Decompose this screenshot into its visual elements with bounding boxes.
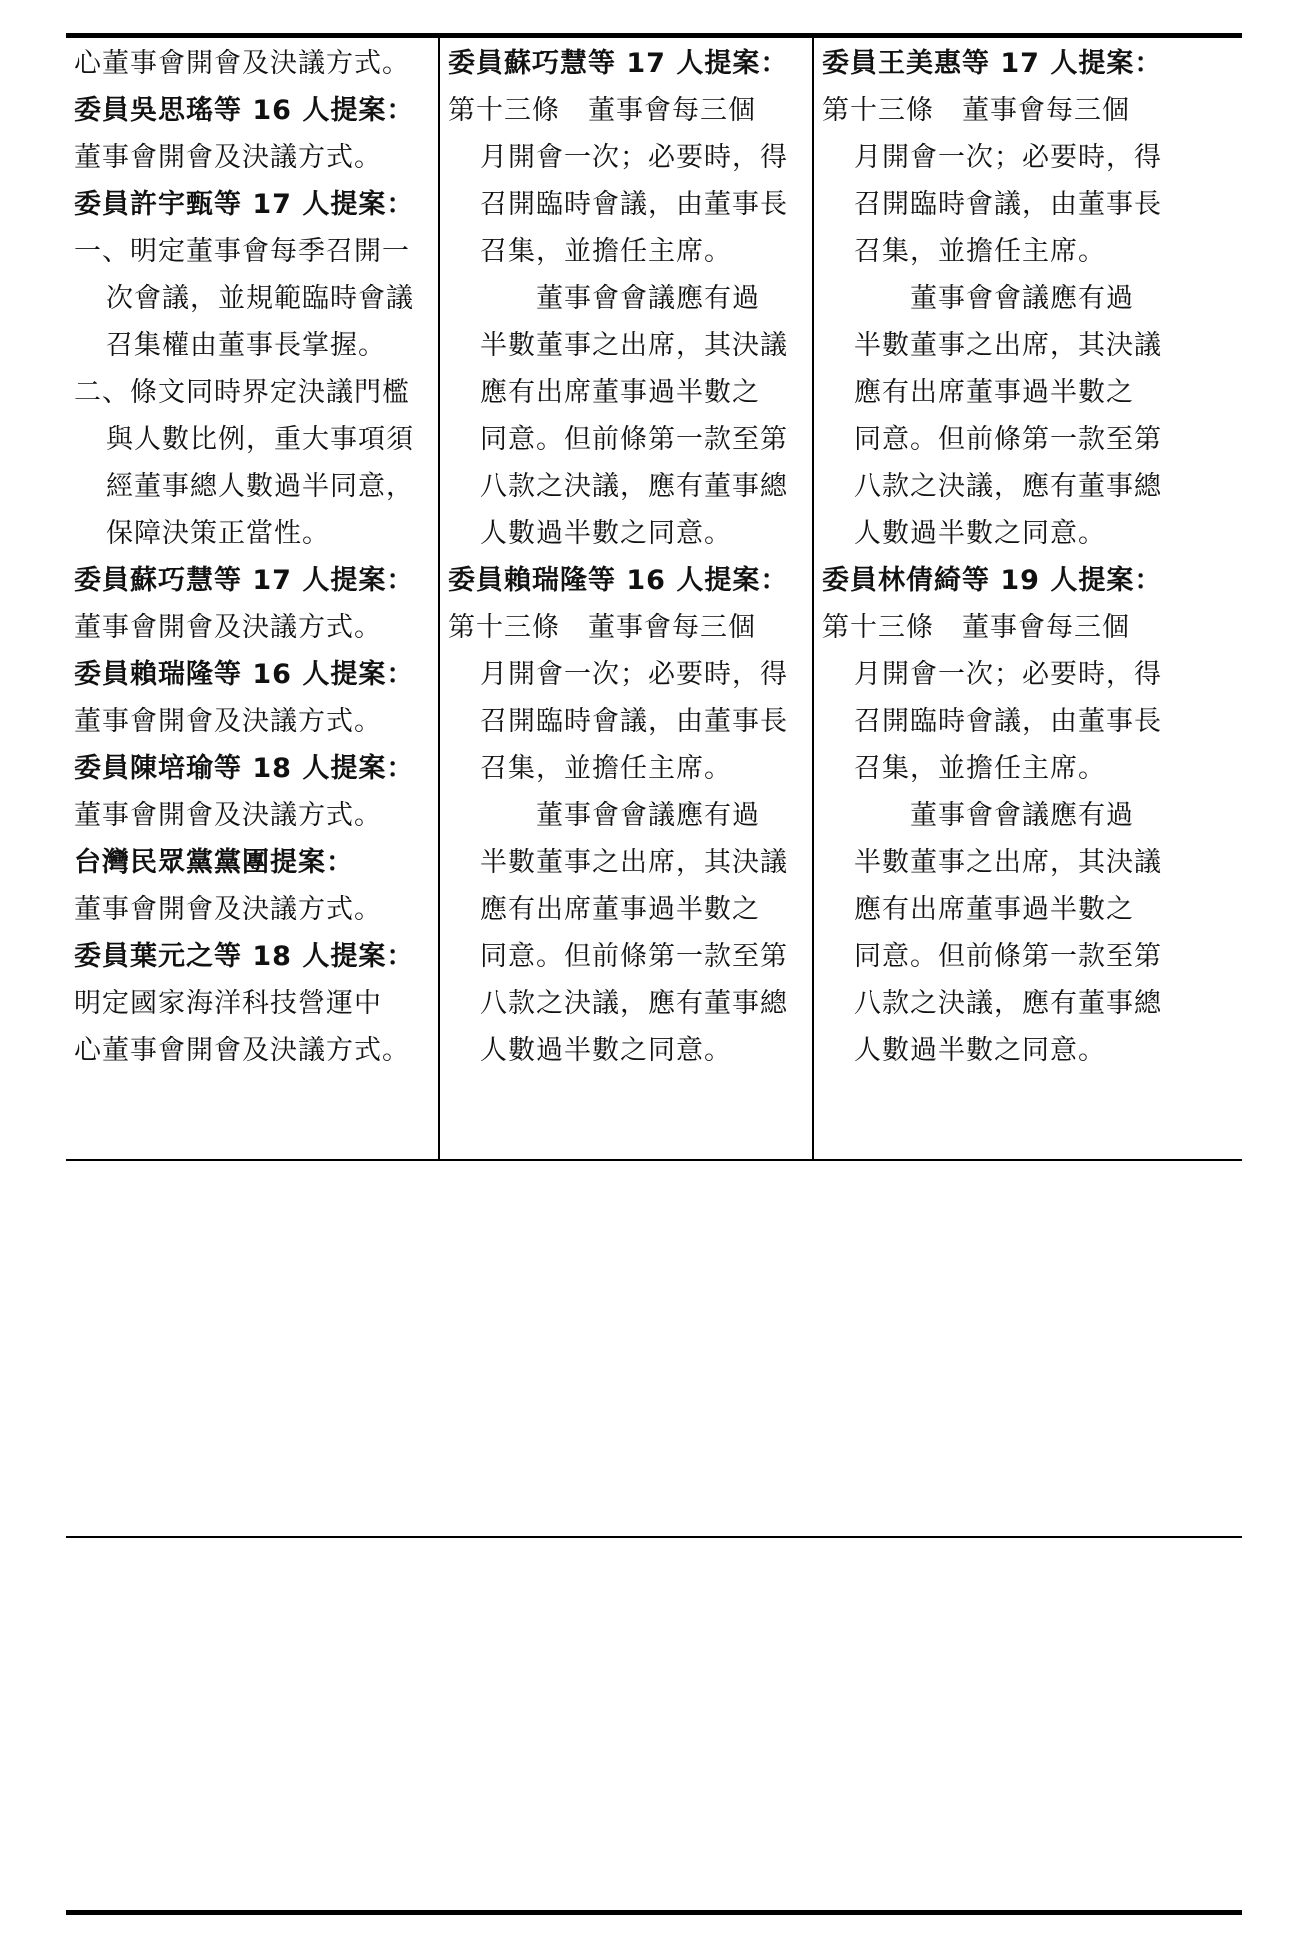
line-text: 人數過半數之同意。 xyxy=(854,1035,1106,1066)
text-line xyxy=(814,369,1186,416)
column-right xyxy=(66,40,438,1158)
line-text: 第十三條 董事會每三個 xyxy=(448,95,756,126)
text-line xyxy=(440,1027,812,1074)
line-text: 委員蘇巧慧等 17 人提案： xyxy=(448,48,789,79)
line-text: 召開臨時會議，由董事長 xyxy=(854,189,1162,220)
line-text: 委員葉元之等 18 人提案： xyxy=(74,941,415,972)
text-line xyxy=(814,886,1186,933)
text-line xyxy=(66,322,438,369)
text-line xyxy=(814,980,1186,1027)
text-line xyxy=(66,228,438,275)
text-line xyxy=(66,40,438,87)
text-line xyxy=(814,604,1186,651)
line-text: 應有出席董事過半數之 xyxy=(854,377,1134,408)
proposal-heading xyxy=(814,40,1186,87)
line-text: 一、明定董事會每季召開一 xyxy=(74,236,410,267)
line-text: 月開會一次；必要時，得 xyxy=(480,659,788,690)
line-text: 召集，並擔任主席。 xyxy=(854,753,1106,784)
line-text: 委員賴瑞隆等 16 人提案： xyxy=(448,565,789,596)
line-text: 第十三條 董事會每三個 xyxy=(822,95,1130,126)
line-text: 心董事會開會及決議方式。 xyxy=(74,1035,410,1066)
line-text: 半數董事之出席，其決議 xyxy=(480,847,788,878)
text-line xyxy=(440,369,812,416)
line-text: 董事會開會及決議方式。 xyxy=(74,142,382,173)
proposal-heading xyxy=(66,839,438,886)
text-line xyxy=(440,839,812,886)
text-line xyxy=(66,510,438,557)
text-line xyxy=(440,228,812,275)
line-text: 應有出席董事過半數之 xyxy=(480,377,760,408)
line-text: 委員賴瑞隆等 16 人提案： xyxy=(74,659,415,690)
text-line xyxy=(440,134,812,181)
column-left xyxy=(814,40,1186,1158)
bottom-rule xyxy=(66,1910,1242,1915)
line-text: 月開會一次；必要時，得 xyxy=(854,142,1162,173)
line-text: 八款之決議，應有董事總 xyxy=(480,988,788,1019)
proposal-heading xyxy=(66,933,438,980)
line-text: 第十三條 董事會每三個 xyxy=(822,612,1130,643)
line-text: 人數過半數之同意。 xyxy=(480,518,732,549)
text-line xyxy=(440,933,812,980)
text-line xyxy=(66,1027,438,1074)
proposal-heading xyxy=(66,87,438,134)
text-line xyxy=(440,510,812,557)
text-line xyxy=(814,134,1186,181)
proposal-heading xyxy=(66,745,438,792)
line-text: 委員林倩綺等 19 人提案： xyxy=(822,565,1163,596)
text-line xyxy=(440,416,812,463)
text-line xyxy=(440,463,812,510)
proposal-heading xyxy=(66,557,438,604)
proposal-heading xyxy=(66,181,438,228)
line-text: 八款之決議，應有董事總 xyxy=(480,471,788,502)
line-text: 次會議，並規範臨時會議 xyxy=(106,283,414,314)
text-line xyxy=(814,463,1186,510)
text-line xyxy=(440,181,812,228)
line-text: 同意。但前條第一款至第 xyxy=(854,941,1162,972)
text-line xyxy=(814,792,1186,839)
text-line xyxy=(440,980,812,1027)
line-text: 召集，並擔任主席。 xyxy=(480,753,732,784)
line-text: 董事會開會及決議方式。 xyxy=(74,800,382,831)
text-line xyxy=(814,933,1186,980)
line-text: 經董事總人數過半同意， xyxy=(106,471,414,502)
text-line xyxy=(814,181,1186,228)
text-line xyxy=(814,839,1186,886)
line-text: 召開臨時會議，由董事長 xyxy=(854,706,1162,737)
text-line xyxy=(814,416,1186,463)
line-text: 召開臨時會議，由董事長 xyxy=(480,189,788,220)
line-text: 應有出席董事過半數之 xyxy=(854,894,1134,925)
line-text: 董事會開會及決議方式。 xyxy=(74,706,382,737)
line-text: 與人數比例，重大事項須 xyxy=(106,424,414,455)
text-line xyxy=(66,698,438,745)
text-line xyxy=(814,275,1186,322)
text-line xyxy=(814,651,1186,698)
line-text: 委員陳培瑜等 18 人提案： xyxy=(74,753,415,784)
text-line xyxy=(440,651,812,698)
line-text: 董事會開會及決議方式。 xyxy=(74,612,382,643)
top-rule xyxy=(66,33,1242,38)
text-line xyxy=(814,322,1186,369)
text-line xyxy=(66,604,438,651)
line-text: 八款之決議，應有董事總 xyxy=(854,471,1162,502)
line-text: 召集，並擔任主席。 xyxy=(480,236,732,267)
text-line xyxy=(66,275,438,322)
line-text: 月開會一次；必要時，得 xyxy=(854,659,1162,690)
line-text: 同意。但前條第一款至第 xyxy=(480,424,788,455)
line-text: 召開臨時會議，由董事長 xyxy=(480,706,788,737)
line-text: 明定國家海洋科技營運中 xyxy=(74,988,382,1019)
proposal-heading xyxy=(440,557,812,604)
line-text: 委員蘇巧慧等 17 人提案： xyxy=(74,565,415,596)
line-text: 人數過半數之同意。 xyxy=(854,518,1106,549)
line-text: 董事會開會及決議方式。 xyxy=(74,894,382,925)
line-text: 半數董事之出席，其決議 xyxy=(854,847,1162,878)
line-text: 保障決策正當性。 xyxy=(106,518,330,549)
line-text: 同意。但前條第一款至第 xyxy=(854,424,1162,455)
line-text: 心董事會開會及決議方式。 xyxy=(74,48,410,79)
text-line xyxy=(440,322,812,369)
line-text: 人數過半數之同意。 xyxy=(480,1035,732,1066)
line-text: 應有出席董事過半數之 xyxy=(480,894,760,925)
line-text: 委員王美惠等 17 人提案： xyxy=(822,48,1163,79)
text-line xyxy=(66,369,438,416)
line-text: 召集，並擔任主席。 xyxy=(854,236,1106,267)
line-text: 董事會會議應有過 xyxy=(536,800,760,831)
line-text: 二、條文同時界定決議門檻 xyxy=(74,377,410,408)
text-line xyxy=(440,604,812,651)
line-text: 董事會會議應有過 xyxy=(536,283,760,314)
line-text: 八款之決議，應有董事總 xyxy=(854,988,1162,1019)
line-text: 第十三條 董事會每三個 xyxy=(448,612,756,643)
text-line xyxy=(440,698,812,745)
line-text: 董事會會議應有過 xyxy=(910,283,1134,314)
line-text: 董事會會議應有過 xyxy=(910,800,1134,831)
text-line xyxy=(66,792,438,839)
line-text: 月開會一次；必要時，得 xyxy=(480,142,788,173)
text-line xyxy=(66,416,438,463)
text-line xyxy=(814,510,1186,557)
text-line xyxy=(440,745,812,792)
line-text: 半數董事之出席，其決議 xyxy=(854,330,1162,361)
line-text: 半數董事之出席，其決議 xyxy=(480,330,788,361)
table-bottom-rule xyxy=(66,1159,1242,1161)
lower-rule xyxy=(66,1536,1242,1538)
proposal-heading xyxy=(440,40,812,87)
text-line xyxy=(440,792,812,839)
text-line xyxy=(66,980,438,1027)
text-line xyxy=(814,698,1186,745)
text-line xyxy=(66,134,438,181)
column-middle xyxy=(440,40,812,1158)
text-line xyxy=(440,275,812,322)
text-line xyxy=(814,228,1186,275)
line-text: 委員許宇甄等 17 人提案： xyxy=(74,189,415,220)
text-line xyxy=(814,87,1186,134)
line-text: 委員吳思瑤等 16 人提案： xyxy=(74,95,415,126)
line-text: 召集權由董事長掌握。 xyxy=(106,330,386,361)
text-line xyxy=(814,1027,1186,1074)
text-line xyxy=(440,87,812,134)
line-text: 台灣民眾黨黨團提案： xyxy=(74,847,354,878)
line-text: 同意。但前條第一款至第 xyxy=(480,941,788,972)
proposal-heading xyxy=(66,651,438,698)
text-line xyxy=(814,745,1186,792)
proposal-heading xyxy=(814,557,1186,604)
text-line xyxy=(440,886,812,933)
text-line xyxy=(66,886,438,933)
text-line xyxy=(66,463,438,510)
